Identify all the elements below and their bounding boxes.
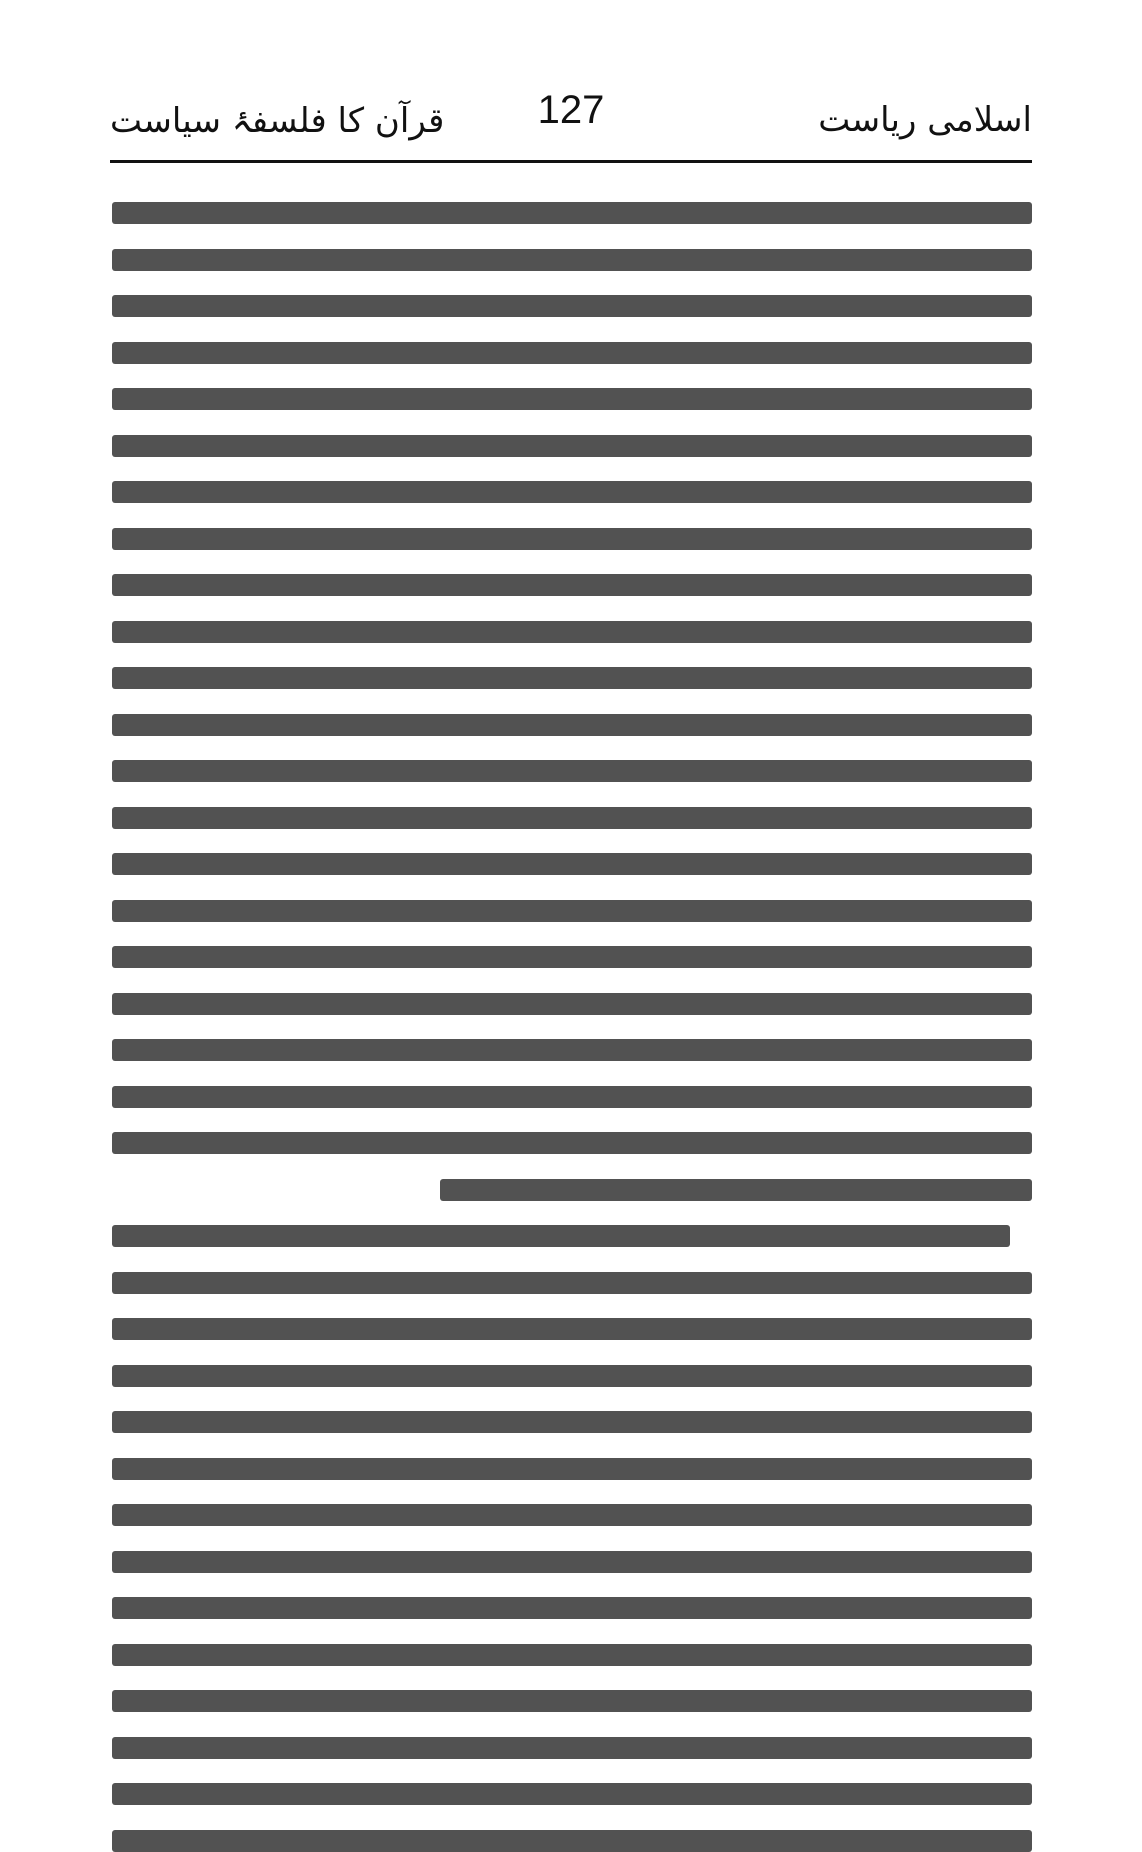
page-number: 127 (537, 88, 605, 132)
text-line (112, 946, 1032, 968)
text-line (112, 1318, 1032, 1340)
text-line (112, 1644, 1032, 1666)
text-line (112, 900, 1032, 922)
text-line (112, 714, 1032, 736)
text-line (112, 342, 1032, 364)
text-line (112, 1039, 1032, 1061)
text-line (112, 807, 1032, 829)
text-line (112, 1504, 1032, 1526)
text-line (112, 249, 1032, 271)
text-line (112, 435, 1032, 457)
text-line (112, 1597, 1032, 1619)
text-line (112, 1737, 1032, 1759)
text-line (112, 481, 1032, 503)
book-title: اسلامی ریاست (818, 100, 1032, 140)
text-line (112, 1365, 1032, 1387)
text-line (112, 1690, 1032, 1712)
text-line (112, 1551, 1032, 1573)
text-line (112, 1272, 1032, 1294)
text-line (112, 388, 1032, 410)
text-line (112, 202, 1032, 224)
text-line (112, 760, 1032, 782)
chapter-title: قرآن کا فلسفۂ سیاست (110, 101, 445, 141)
text-line (112, 993, 1032, 1015)
text-line (112, 295, 1032, 317)
text-line (112, 1086, 1032, 1108)
text-line (112, 574, 1032, 596)
text-line (112, 1411, 1032, 1433)
text-line (112, 528, 1032, 550)
text-line (112, 1783, 1032, 1805)
text-line (440, 1179, 1032, 1201)
text-line (112, 621, 1032, 643)
text-line (112, 667, 1032, 689)
text-line (112, 853, 1032, 875)
text-line (112, 1458, 1032, 1480)
text-line (112, 1132, 1032, 1154)
text-line (112, 1830, 1032, 1852)
text-line (112, 1225, 1010, 1247)
